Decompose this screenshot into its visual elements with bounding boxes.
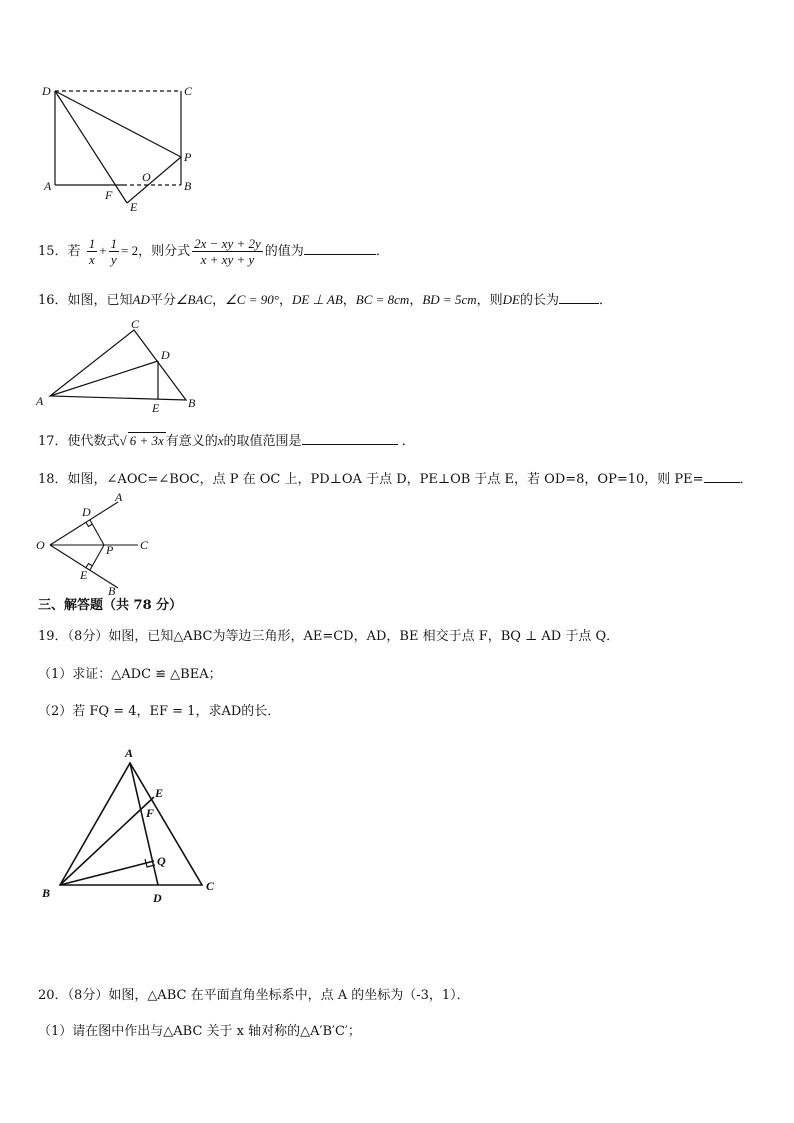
label-P: P bbox=[184, 150, 192, 164]
question-20: 20．（8分）如图，△ABC 在平面直角坐标系中，点 A 的坐标为（-3，1）． bbox=[38, 988, 470, 1003]
label-C: C bbox=[184, 84, 193, 98]
label-D: D bbox=[153, 891, 162, 905]
figure-q16-triangle bbox=[34, 315, 204, 415]
figure-q19-equilateral-triangle bbox=[36, 740, 226, 906]
label-B: B bbox=[188, 396, 196, 410]
label-P: P bbox=[106, 543, 114, 557]
label-E: E bbox=[130, 200, 138, 214]
question-17: 17．使代数式√ 6 + 3x 有意义的x的取值范围是 ． bbox=[38, 433, 415, 449]
answer-blank-15 bbox=[304, 242, 376, 255]
question-19-part2: （2）若 FQ = 4，EF = 1，求AD的长． bbox=[38, 704, 281, 719]
question-18: 18．如图，∠AOC=∠BOC，点 P 在 OC 上，PD⊥OA 于点 D，PE⊥OB 于点 E，若 OD=8，OP=10，则 PE= ． bbox=[38, 472, 753, 487]
section-3-heading: 三、解答题（共 78 分） bbox=[38, 598, 183, 613]
label-A: A bbox=[44, 179, 52, 193]
fraction-1-over-y: $\frac{1}{y}$ bbox=[110, 236, 118, 267]
label-D: D bbox=[42, 84, 51, 98]
label-F: F bbox=[146, 806, 155, 820]
label-D: D bbox=[82, 505, 91, 519]
fraction-1-over-x: $\frac{1}{x}$ bbox=[88, 236, 96, 267]
label-A: A bbox=[36, 394, 44, 408]
label-Q: Q bbox=[157, 854, 166, 868]
fraction-expression: $\frac{2x - xy + 2y}{x + xy + y}$ bbox=[194, 236, 261, 267]
label-O: O bbox=[142, 170, 151, 184]
answer-blank-17 bbox=[302, 432, 398, 445]
label-O: O bbox=[36, 538, 45, 552]
label-C: C bbox=[206, 879, 215, 893]
label-A: A bbox=[115, 490, 123, 504]
label-E: E bbox=[152, 401, 160, 415]
question-16: 16．如图，已知AD平分∠BAC，∠C = 90°，DE ⊥ AB，BC = 8cm，BD = 5cm，则DE的长为 ． bbox=[38, 292, 612, 308]
label-A: A bbox=[125, 746, 134, 760]
label-E: E bbox=[155, 786, 164, 800]
sqrt-radicand: 6 + 3x bbox=[129, 433, 164, 448]
answer-blank-18 bbox=[704, 470, 740, 483]
question-15: 15．若 $\frac{1}{x}$ + $\frac{1}{y}$ = 2，则分式 $\frac{2x - xy + 2y}{x + xy + y}$ 的值为 ． bbox=[38, 236, 389, 267]
label-C: C bbox=[140, 538, 149, 552]
label-B: B bbox=[42, 886, 51, 900]
label-B: B bbox=[108, 584, 116, 598]
question-19: 19．（8分）如图，已知△ABC为等边三角形，AE=CD，AD，BE 相交于点 F，BQ ⊥ AD 于点 Q． bbox=[38, 629, 620, 644]
label-B: B bbox=[184, 179, 192, 193]
answer-blank-16 bbox=[559, 291, 599, 304]
figure-q14-rectangle bbox=[38, 82, 208, 214]
label-F: F bbox=[105, 188, 113, 202]
question-19-part1: （1）求证：△ADC ≌ △BEA； bbox=[38, 667, 222, 682]
label-D: D bbox=[161, 348, 170, 362]
question-20-part1: （1）请在图中作出与△ABC 关于 x 轴对称的△A′B′C′； bbox=[38, 1024, 361, 1039]
figure-q18-angle bbox=[34, 490, 164, 598]
label-E: E bbox=[80, 568, 88, 582]
label-C: C bbox=[131, 317, 140, 331]
